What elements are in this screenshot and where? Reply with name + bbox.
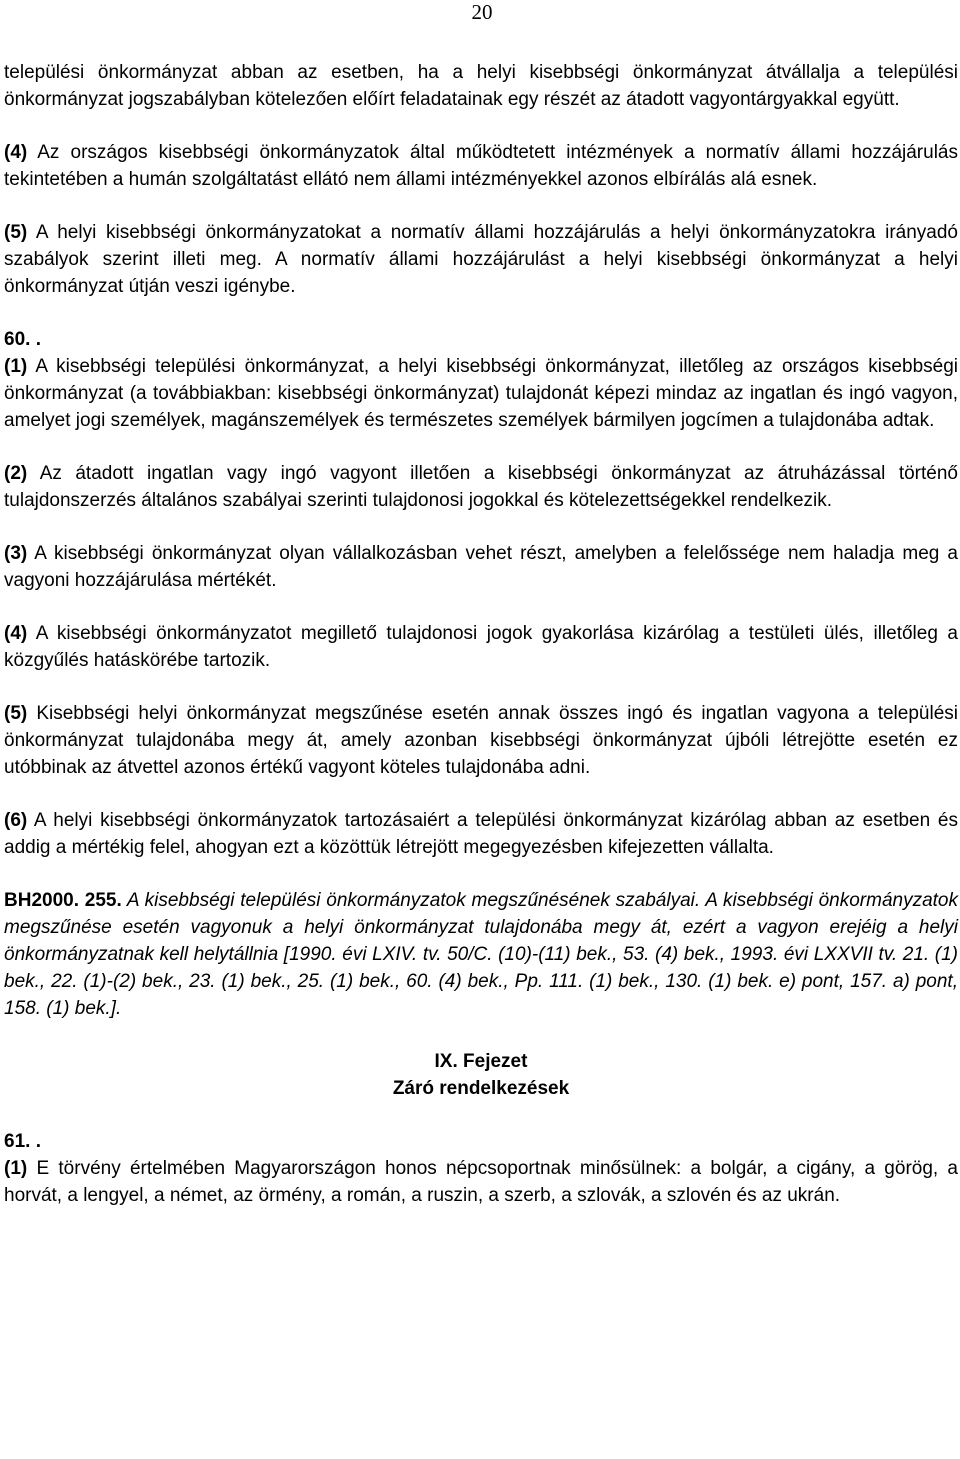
paragraph-text: A kisebbségi önkormányzat olyan vállalkozásban vehet részt, amelyben a felelőssége nem haladja meg a vagyoni hozzájárulása mértékét. (4, 543, 958, 591)
section-60-item-6 (4, 807, 958, 861)
paragraph-5 (4, 219, 958, 300)
page-number: 20 (471, 0, 493, 24)
chapter-number: IX. Fejezet (434, 1051, 528, 1072)
section-60-item-3 (4, 540, 958, 594)
paragraph-text: E törvény értelmében Magyarországon honos népcsoportnak minősülnek: a bolgár, a cigány, a görög, a horvát, a lengyel, a német, az örmény, a román, a ruszin, a szerb, a szlovák, a szlovén és az ukrán. (4, 1158, 958, 1206)
paragraph-text: A helyi kisebbségi önkormányzatokat a normatív állami hozzájárulás a helyi önkormányzatokra irányadó szabályok szerint illeti meg. A normatív állami hozzájárulást a helyi kisebbségi önkormányzat a helyi önkormányzat útján veszi igénybe. (4, 222, 958, 297)
paragraph-text: Kisebbségi helyi önkormányzat megszűnése esetén annak összes ingó és ingatlan vagyona a települési önkormányzat tulajdonába megy át, amely azonban kisebbségi önkormányzat újbóli létrejötte esetén ez utóbbinak az átvettel azonos értékű vagyont köteles tulajdonába adni. (4, 703, 958, 778)
section-60-item-2 (4, 460, 958, 514)
paragraph-number: (4) (4, 142, 28, 163)
chapter-heading (4, 1048, 958, 1102)
paragraph-text: A kisebbségi önkormányzatot megillető tulajdonosi jogok gyakorlása kizárólag a testületi ülés, illetőleg a közgyűlés hatáskörébe tartozik. (4, 623, 958, 671)
paragraph-text: Az országos kisebbségi önkormányzatok által működtetett intézmények a normatív állami hozzájárulás tekintetében a humán szolgáltatást ellátó nem állami intézményekkel azonos elbírálás alá esnek. (4, 142, 958, 190)
paragraph-text: Az átadott ingatlan vagy ingó vagyont illetően a kisebbségi önkormányzat az átruházással történő tulajdonszerzés általános szabályai szerinti tulajdonosi jogokkal és kötelezettségekkel rendelkezik. (4, 463, 958, 511)
paragraph-text: A helyi kisebbségi önkormányzatok tartozásaiért a települési önkormányzat kizárólag abban az esetben és addig a mértékig felel, ahogyan ezt a közöttük létrejött megegyezésben kifejezetten vállalta. (4, 810, 958, 858)
paragraph-number: (5) (4, 703, 28, 724)
section-60-item-4 (4, 620, 958, 674)
paragraph-number: (2) (4, 463, 28, 484)
paragraph-text: A kisebbségi települési önkormányzat, a helyi kisebbségi önkormányzat, illetőleg az országos kisebbségi önkormányzat (a továbbiakban: kisebbségi önkormányzat) tulajdonát képezi mindaz az ingatlan és ingó vagyon, amelyet jogi személyek, magánszemélyek és természetes személyek bármilyen jogcímen a tulajdonába adtak. (4, 356, 958, 431)
document-body (4, 59, 958, 1209)
court-decision-reference: BH2000. 255. (4, 890, 122, 911)
paragraph-continuation: települési önkormányzat abban az esetben, ha a helyi kisebbségi önkormányzat átvállalja a települési önkormányzat jogszabályban kötelezően előírt feladatainak egy részét az átadott vagyontárgyakkal együtt. (4, 62, 958, 110)
chapter-title: Záró rendelkezések (392, 1078, 570, 1099)
paragraph-number: (1) (4, 356, 28, 377)
section-61-item-1 (4, 1155, 958, 1209)
section-60-item-5 (4, 700, 958, 781)
section-heading-60: 60. . (4, 329, 41, 350)
court-decision-text: A kisebbségi települési önkormányzatok megszűnésének szabályai. A kisebbségi önkormányzatok megszűnése esetén vagyonuk a helyi önkormányzat tulajdonába megy át, ezért a vagyon erejéig a helyi önkormányzatnak kell helytállnia [1990. évi LXIV. tv. 50/C. (10)-(11) bek., 53. (4) bek., 1993. évi LXXVII tv. 21. (1) bek., 22. (1)-(2) bek., 23. (1) bek., 25. (1) bek., 60. (4) bek., Pp. 111. (1) bek., 130. (1) bek. e) pont, 157. a) pont, 158. (1) bek.]. (4, 890, 958, 1019)
paragraph-number: (5) (4, 222, 28, 243)
paragraph-number: (1) (4, 1158, 28, 1179)
paragraph-4 (4, 139, 958, 193)
paragraph-number: (3) (4, 543, 28, 564)
section-60-item-1 (4, 353, 958, 434)
paragraph-number: (4) (4, 623, 28, 644)
section-heading-61: 61. . (4, 1131, 41, 1152)
court-decision-note (4, 887, 958, 1022)
paragraph-number: (6) (4, 810, 28, 831)
